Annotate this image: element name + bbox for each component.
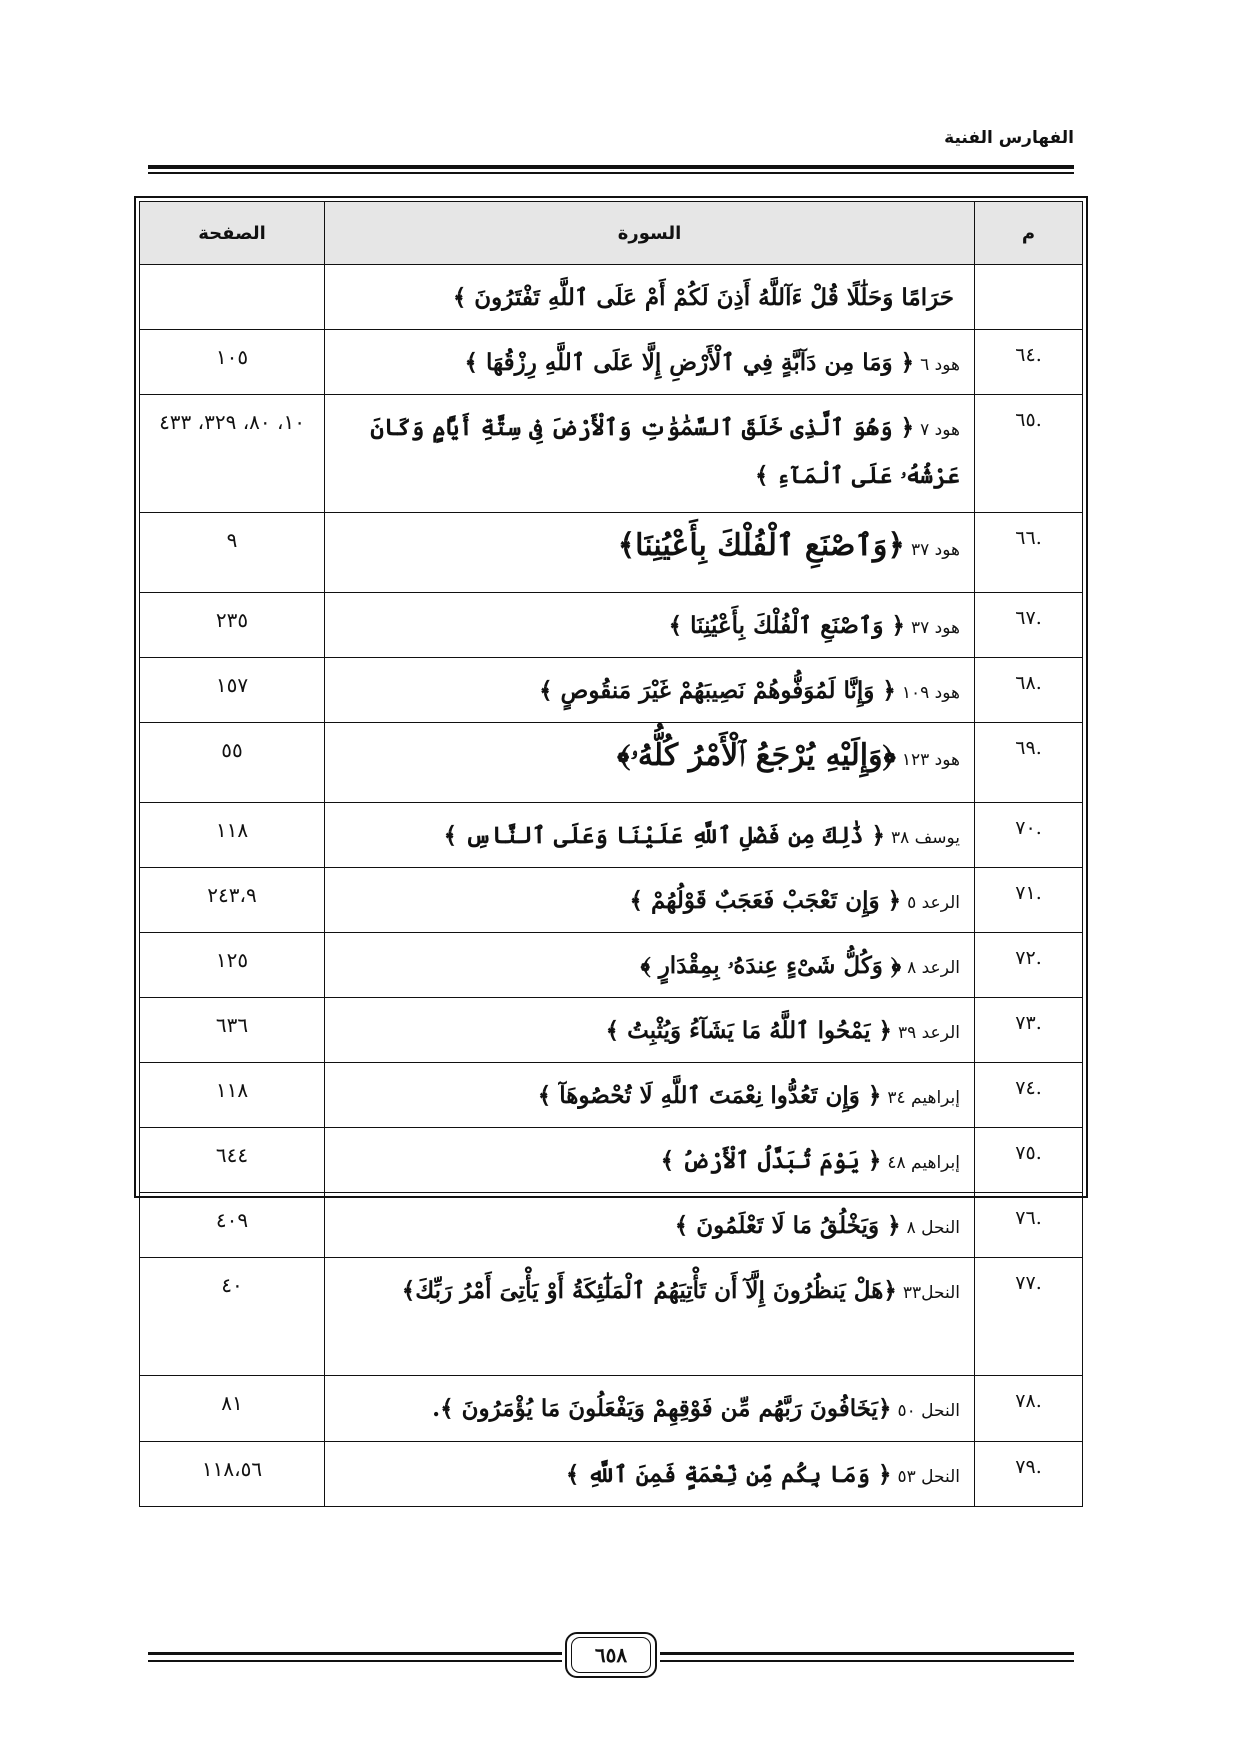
row-page: [140, 265, 325, 330]
table-row: [140, 998, 1083, 1063]
row-number: .٧٥: [975, 1128, 1083, 1193]
row-number: .٧١: [975, 868, 1083, 933]
row-number: .٧٩: [975, 1442, 1083, 1507]
header-sura: السورة: [325, 202, 975, 265]
row-page: ١٠٥: [140, 330, 325, 395]
row-page: ٨١: [140, 1376, 325, 1442]
ayah-text: ﴿ وَمَا بِكُم مِّن نِّعْمَةٍ فَمِنَ ٱللَّهِ ﴾: [565, 1461, 892, 1488]
row-verse: [325, 1376, 975, 1442]
row-page: ١١٨: [140, 1063, 325, 1128]
sura-ref: النحل ٥٣: [897, 1467, 960, 1487]
ayah-text: ﴿وَٱصْنَعِ ٱلْفُلْكَ بِأَعْيُنِنَا﴾: [617, 528, 905, 563]
table-row: [140, 593, 1083, 658]
sura-ref: النحل ٥٠: [897, 1401, 960, 1421]
ayah-text: ﴿ وَإِنَّا لَمُوَفُّوهُمْ نَصِيبَهُمْ غَيْرَ مَنقُوصٍ ﴾: [539, 677, 896, 704]
page-number-frame: [565, 1632, 657, 1678]
row-page: ٤٠: [140, 1258, 325, 1376]
row-verse: [325, 513, 975, 593]
sura-ref: هود ٧: [920, 420, 960, 440]
row-number: .٦٦: [975, 513, 1083, 593]
ayah-text: ﴿ وَإِن تَعْجَبْ فَعَجَبٌ قَوْلُهُمْ ﴾: [629, 887, 902, 914]
table-row: [140, 265, 1083, 330]
header-rule-thick: [148, 165, 1074, 169]
table-row: [140, 1193, 1083, 1258]
row-verse: [325, 998, 975, 1063]
page-number: ٦٥٨: [571, 1637, 651, 1673]
row-verse: [325, 1442, 975, 1507]
ayah-text: ﴿ وَكُلُّ شَىْءٍ عِندَهُۥ بِمِقْدَارٍ ﴾: [640, 952, 902, 979]
sura-ref: يوسف ٣٨: [890, 828, 960, 848]
row-number: .٦٧: [975, 593, 1083, 658]
sura-ref: إبراهيم ٤٨: [887, 1153, 960, 1173]
sura-ref: النحل ٨: [906, 1218, 960, 1238]
row-number: .٧٢: [975, 933, 1083, 998]
ayah-text: حَرَامًا وَحَلَٰلًا قُلْ ءَآللَّهُ أَذِنَ لَكُمْ أَمْ عَلَى ٱللَّهِ تَفْتَرُونَ ﴾: [452, 284, 954, 311]
sura-ref: الرعد ٥: [907, 893, 960, 913]
ayah-text: ﴿هَلْ يَنظُرُونَ إِلَّآ أَن تَأْتِيَهُمُ ٱلْمَلَٰٓئِكَةُ أَوْ يَأْتِىَ أَمْرُ رَبِّكَ﴾: [401, 1277, 897, 1304]
table-row: [140, 933, 1083, 998]
row-page: ٦٤٤: [140, 1128, 325, 1193]
row-number: .٦٩: [975, 723, 1083, 803]
sura-ref: الرعد ٣٩: [897, 1023, 960, 1043]
table-row: [140, 1376, 1083, 1442]
ayah-text: ﴿وَإِلَيْهِ يُرْجَعُ ٱلْأَمْرُ كُلُّهُۥ﴾: [617, 738, 896, 773]
row-page: ١٠، ٨٠، ٣٢٩، ٤٣٣: [140, 395, 325, 513]
row-page: ٦٣٦: [140, 998, 325, 1063]
sura-ref: هود ٣٧: [911, 618, 960, 638]
footer-rule-left-thin: [148, 1660, 562, 1662]
header-rule-thin: [148, 172, 1074, 174]
verse-index-table: [139, 201, 1083, 1507]
header-num: م: [975, 202, 1083, 265]
footer-rule-right: [660, 1652, 1074, 1655]
table-row: [140, 395, 1083, 513]
table-row: [140, 723, 1083, 803]
row-page: ١٢٥: [140, 933, 325, 998]
row-verse: [325, 265, 975, 330]
row-number: .٧٧: [975, 1258, 1083, 1376]
sura-ref: هود ٣٧: [911, 540, 960, 560]
row-number: .٦٤: [975, 330, 1083, 395]
row-verse: [325, 658, 975, 723]
ayah-text: ﴿يَخَافُونَ رَبَّهُم مِّن فَوْقِهِمْ وَيَفْعَلُونَ مَا يُؤْمَرُونَ ﴾.: [432, 1395, 892, 1422]
table-row: [140, 330, 1083, 395]
ayah-text: ﴿ ذَٰلِكَ مِن فَضْلِ ٱللَّهِ عَلَيْنَا وَعَلَى ٱلنَّاسِ ﴾: [443, 822, 885, 849]
row-number: .٧٠: [975, 803, 1083, 868]
ayah-text: ﴿ وَٱصْنَعِ ٱلْفُلْكَ بِأَعْيُنِنَا ﴾: [668, 612, 905, 639]
table-row: [140, 1063, 1083, 1128]
row-number: .٦٨: [975, 658, 1083, 723]
row-verse: [325, 593, 975, 658]
row-page: ٩: [140, 513, 325, 593]
row-verse: [325, 1063, 975, 1128]
ayah-text: ﴿ وَيَخْلُقُ مَا لَا تَعْلَمُونَ ﴾: [674, 1212, 901, 1239]
table-row: [140, 1128, 1083, 1193]
ayah-text: ﴿ وَمَا مِن دَآبَّةٍ فِي ٱلْأَرْضِ إِلَّا عَلَى ٱللَّهِ رِزْقُهَا ﴾: [464, 349, 915, 376]
header-page: الصفحة: [140, 202, 325, 265]
table-header-row: [140, 202, 1083, 265]
sura-ref: هود ١٠٩: [901, 683, 960, 703]
row-page: ١٥٧: [140, 658, 325, 723]
ayah-text: ﴿ يَوْمَ تُبَدَّلُ ٱلْأَرْضُ ﴾: [660, 1147, 882, 1174]
row-number: .٧٣: [975, 998, 1083, 1063]
footer-rule-right-thin: [660, 1660, 1074, 1662]
row-page: ١١٨: [140, 803, 325, 868]
table-row: [140, 513, 1083, 593]
sura-ref: هود ٦: [920, 355, 960, 375]
row-verse: [325, 395, 975, 513]
row-page: ٤٠٩: [140, 1193, 325, 1258]
row-verse: [325, 868, 975, 933]
row-verse: [325, 330, 975, 395]
row-verse: [325, 1193, 975, 1258]
table-row: [140, 658, 1083, 723]
row-page: ٥٥: [140, 723, 325, 803]
ayah-text: ﴿ وَهُوَ ٱلَّذِى خَلَقَ ٱلسَّمَٰوَٰتِ وَٱلْأَرْضَ فِى سِتَّةِ أَيَّامٍ وَكَانَ عَرْشُهُۥ عَلَى ٱلْمَآءِ ﴾: [370, 414, 960, 489]
table-row: [140, 868, 1083, 933]
table-row: [140, 1258, 1083, 1376]
row-verse: [325, 803, 975, 868]
row-page: ١١٨،٥٦: [140, 1442, 325, 1507]
sura-ref: إبراهيم ٣٤: [887, 1088, 960, 1108]
running-header: الفهارس الفنية: [944, 128, 1074, 148]
table-row: [140, 1442, 1083, 1507]
row-verse: [325, 723, 975, 803]
row-verse: [325, 1258, 975, 1376]
row-verse: [325, 1128, 975, 1193]
index-table-frame: [134, 196, 1088, 1488]
footer-rule-left: [148, 1652, 562, 1655]
row-number: .٦٥: [975, 395, 1083, 513]
sura-ref: الرعد ٨: [907, 958, 960, 978]
ayah-text: ﴿ يَمْحُوا ٱللَّهُ مَا يَشَآءُ وَيُثْبِتُ ﴾: [605, 1017, 892, 1044]
row-number: [975, 265, 1083, 330]
table-row: [140, 803, 1083, 868]
row-verse: [325, 933, 975, 998]
sura-ref: النحل٣٣: [902, 1283, 960, 1303]
row-number: .٧٦: [975, 1193, 1083, 1258]
row-page: ٢٤٣،٩: [140, 868, 325, 933]
row-number: .٧٨: [975, 1376, 1083, 1442]
row-page: ٢٣٥: [140, 593, 325, 658]
sura-ref: هود ١٢٣: [901, 750, 960, 770]
row-number: .٧٤: [975, 1063, 1083, 1128]
ayah-text: ﴿ وَإِن تَعُدُّوا نِعْمَتَ ٱللَّهِ لَا تُحْصُوهَآ ﴾: [537, 1082, 882, 1109]
